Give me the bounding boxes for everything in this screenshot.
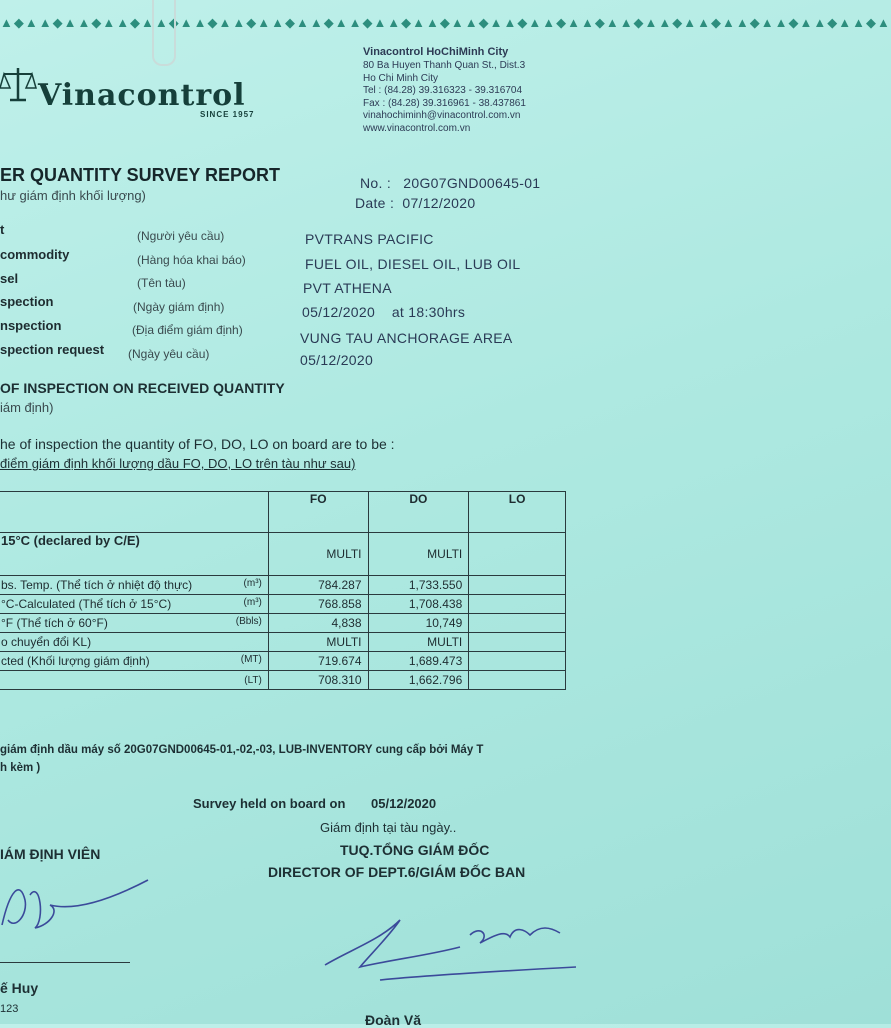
cell-do: 10,749 <box>368 614 469 633</box>
note-line: giám định dầu máy số 20G07GND00645-01,-02,-03, LUB-INVENTORY cung cấp bởi Máy T <box>0 744 484 756</box>
field-viet: (Tên tàu) <box>137 276 186 290</box>
report-number-value: 20G07GND00645-01 <box>403 175 541 191</box>
cell-lo <box>469 652 566 671</box>
address-line: Ho Chi Minh City <box>363 72 439 84</box>
field-value: FUEL OIL, DIESEL OIL, LUB OIL <box>305 256 521 272</box>
field-value: PVT ATHENA <box>303 280 392 296</box>
quantity-table <box>0 491 566 690</box>
row-label-text: o chuyển đổi KL) <box>1 635 92 649</box>
section-heading-sub: iám định) <box>0 400 54 415</box>
table-row <box>0 614 566 633</box>
report-number <box>360 175 540 191</box>
inspector-label: IÁM ĐỊNH VIÊN <box>0 846 101 862</box>
declared-lo <box>469 533 566 576</box>
director-label: DIRECTOR OF DEPT.6/GIÁM ĐỐC BAN <box>268 864 526 880</box>
cell-lo <box>469 614 566 633</box>
row-label <box>0 595 268 614</box>
inspector-code: 123 <box>0 1003 19 1015</box>
cell-fo: 784.287 <box>268 576 368 595</box>
table-row <box>0 595 566 614</box>
declared-do: MULTI <box>368 533 469 576</box>
cell-lo <box>469 576 566 595</box>
survey-label: Survey held on board on <box>193 796 346 811</box>
address-line: 80 Ba Huyen Thanh Quan St., Dist.3 <box>363 60 526 71</box>
field-viet: (Người yêu cầu) <box>137 229 225 243</box>
row-label-text: cted (Khối lượng giám định) <box>1 654 150 668</box>
declared-label: 15°C (declared by C/E) <box>0 533 268 576</box>
office-address <box>363 60 526 135</box>
cell-do: 1,708.438 <box>368 595 469 614</box>
table-row <box>0 533 566 576</box>
office-name: Vinacontrol HoChiMinh City <box>363 46 509 58</box>
inspector-name: ế Huy <box>0 980 39 996</box>
table-row <box>0 633 566 652</box>
tuq-label: TUQ.TỔNG GIÁM ĐỐC <box>340 842 490 858</box>
report-title: ER QUANTITY SURVEY REPORT <box>0 165 281 185</box>
director-name: Đoàn Vă <box>365 1012 422 1028</box>
cell-fo: 768.858 <box>268 595 368 614</box>
signature-line <box>0 962 130 963</box>
table-row <box>0 671 566 690</box>
cell-do: MULTI <box>368 633 469 652</box>
cell-fo: MULTI <box>268 633 368 652</box>
director-signature <box>320 905 576 985</box>
cell-lo <box>469 671 566 690</box>
report-date-value: 07/12/2020 <box>402 195 476 211</box>
report-number-label: No. : <box>360 175 392 191</box>
row-label-text: bs. Temp. (Thể tích ở nhiệt độ thực) <box>1 578 193 592</box>
report-date-label: Date : <box>355 195 395 211</box>
survey-viet: Giám định tại tàu ngày.. <box>320 820 457 835</box>
address-line: www.vinacontrol.com.vn <box>363 122 471 134</box>
row-unit: (m³) <box>243 597 262 608</box>
address-line: Fax : (84.28) 39.316961 - 38.437861 <box>363 97 526 109</box>
field-viet: (Địa điểm giám định) <box>132 323 243 337</box>
cell-fo: 719.674 <box>268 652 368 671</box>
field-viet: (Ngày giám định) <box>133 300 225 314</box>
cell-fo: 708.310 <box>268 671 368 690</box>
survey-date: 05/12/2020 <box>371 796 437 811</box>
row-label <box>0 671 268 690</box>
row-unit: (m³) <box>243 578 262 589</box>
note-line: h kèm ) <box>0 762 41 774</box>
field-label: nspection <box>0 318 62 333</box>
header-fo: FO <box>268 492 368 533</box>
field-label: sel <box>0 271 19 286</box>
row-label <box>0 652 268 671</box>
cell-do: 1,689.473 <box>368 652 469 671</box>
survey-held <box>193 796 436 811</box>
row-label <box>0 633 268 652</box>
report-subtitle: hư giám định khối lượng) <box>0 188 146 203</box>
cell-do: 1,662.796 <box>368 671 469 690</box>
field-label: commodity <box>0 247 70 262</box>
cell-fo: 4,838 <box>268 614 368 633</box>
since-label: SINCE 1957 <box>200 110 255 119</box>
field-value: PVTRANS PACIFIC <box>305 231 434 247</box>
field-viet: (Hàng hóa khai báo) <box>137 253 246 267</box>
company-logo: Vinacontrol <box>38 78 246 113</box>
row-label <box>0 576 268 595</box>
field-label: t <box>0 222 5 237</box>
cell-do: 1,733.550 <box>368 576 469 595</box>
header-blank <box>0 492 268 533</box>
decorative-border: ▲◆▲▲◆▲▲◆▲▲◆▲▲◆▲▲◆▲▲◆▲▲◆▲▲◆▲▲◆▲▲◆▲▲◆▲▲◆▲▲◆▲▲◆▲▲◆▲▲◆▲▲◆▲▲◆▲▲◆▲▲◆▲▲◆▲▲◆▲ <box>0 15 891 30</box>
field-value: VUNG TAU ANCHORAGE AREA <box>300 330 513 346</box>
row-unit: (MT) <box>240 654 262 665</box>
field-value: 05/12/2020 at 18:30hrs <box>302 304 466 320</box>
row-label-text: °C-Calculated (Thể tích ở 15°C) <box>1 597 172 611</box>
row-unit: (LT) <box>244 674 262 686</box>
row-unit: (Bbls) <box>235 616 262 627</box>
section-heading: OF INSPECTION ON RECEIVED QUANTITY <box>0 380 285 396</box>
field-label: spection request <box>0 342 105 357</box>
declared-fo: MULTI <box>268 533 368 576</box>
row-label-text: °F (Thể tích ở 60°F) <box>1 616 108 630</box>
section-line: he of inspection the quantity of FO, DO, LO on board are to be : <box>0 436 395 452</box>
address-line: Tel : (84.28) 39.316323 - 39.316704 <box>363 85 523 96</box>
paper-clip <box>152 0 176 66</box>
scales-icon <box>0 64 36 109</box>
field-viet: (Ngày yêu cầu) <box>128 347 210 361</box>
field-label: spection <box>0 294 54 309</box>
report-date <box>355 195 475 211</box>
table-row <box>0 652 566 671</box>
cell-lo <box>469 595 566 614</box>
table-row <box>0 576 566 595</box>
cell-lo <box>469 633 566 652</box>
header-lo: LO <box>469 492 566 533</box>
field-value: 05/12/2020 <box>300 352 374 368</box>
table-header-row <box>0 492 566 533</box>
address-line: vinahochiminh@vinacontrol.com.vn <box>363 110 521 121</box>
row-label <box>0 614 268 633</box>
section-line-viet: điểm giám định khối lượng dầu FO, DO, LO trên tàu như sau) <box>0 456 356 471</box>
header-do: DO <box>368 492 469 533</box>
inspector-signature <box>0 870 150 950</box>
